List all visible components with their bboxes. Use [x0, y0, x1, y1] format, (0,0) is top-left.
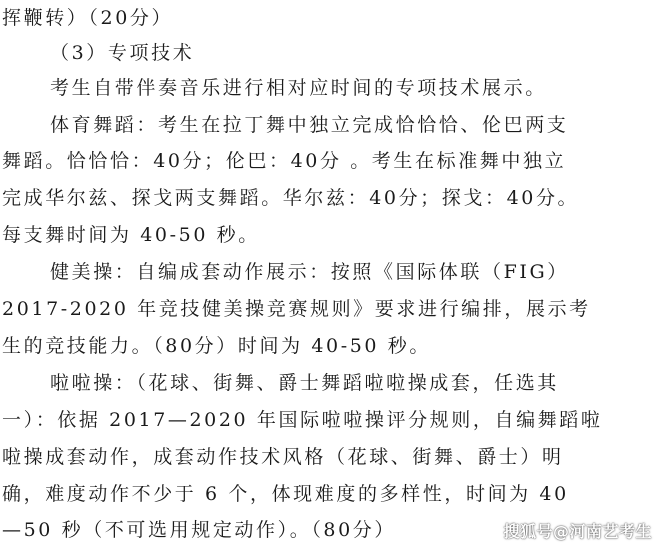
sohu-watermark: 搜狐号@河南艺考生 — [503, 522, 652, 541]
text-line-13: 啦操成套动作，成套动作技术风格（花球、街舞、爵士）明 — [2, 446, 564, 468]
text-line-9: 2017-2020 年竞技健美操竞赛规则》要求进行编排，展示考 — [2, 298, 591, 320]
text-line-10: 生的竞技能力。（80分）时间为 40-50 秒。 — [2, 335, 431, 357]
text-line-12: 一）：依据 2017—2020 年国际啦啦操评分规则，自编舞蹈啦 — [2, 409, 603, 431]
text-line-5: 舞蹈。恰恰恰：40分；伦巴：40分 。考生在标准舞中独立 — [2, 150, 567, 172]
text-line-aerobics: 健美操：自编成套动作展示：按照《国际体联（FIG） — [50, 261, 569, 283]
text-line-sport-dance: 体育舞蹈：考生在拉丁舞中独立完成恰恰恰、伦巴两支 — [50, 114, 569, 136]
text-line-3: 考生自带伴奏音乐进行相对应时间的专项技术展示。 — [50, 77, 547, 99]
text-line-7: 每支舞时间为 40-50 秒。 — [2, 224, 260, 246]
section-heading-specialty-skills: （3）专项技术 — [50, 42, 195, 64]
text-line-6: 完成华尔兹、探戈两支舞蹈。华尔兹：40分；探戈：40分。 — [2, 187, 580, 209]
text-line-14: 确，难度动作不少于 6 个，体现难度的多样性，时间为 40 — [2, 483, 569, 505]
text-line-15: —50 秒（不可选用规定动作）。（80分） — [2, 519, 396, 541]
text-line-1: 挥鞭转）（20分） — [2, 7, 174, 29]
text-line-cheerleading: 啦啦操：（花球、街舞、爵士舞蹈啦啦操成套，任选其 — [50, 372, 559, 394]
